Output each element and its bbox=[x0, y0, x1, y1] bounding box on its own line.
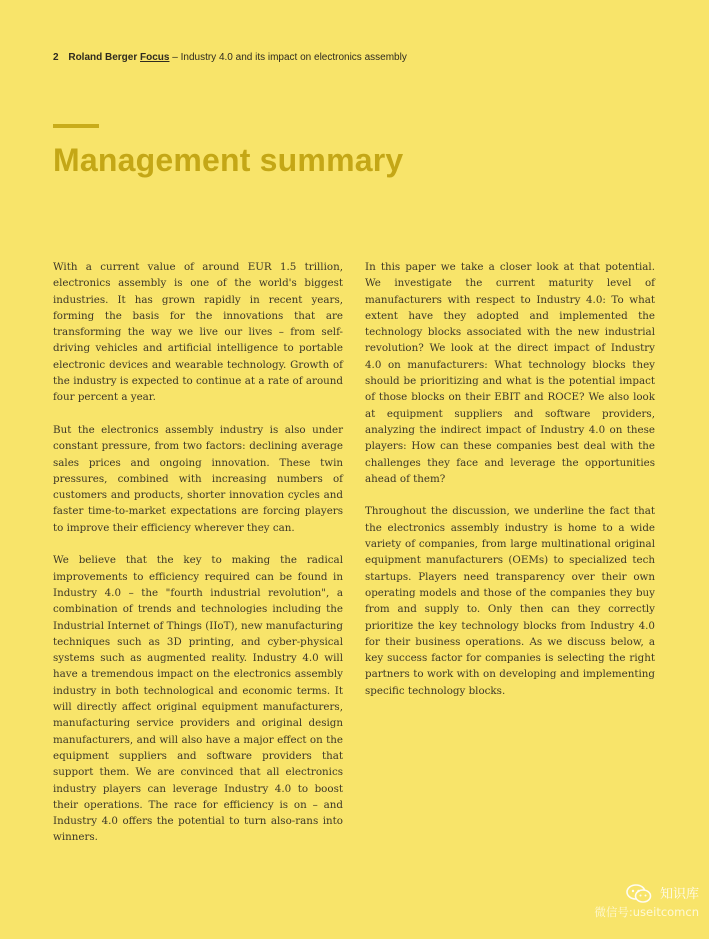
paragraph: With a current value of around EUR 1.5 trillion, electronics assembly is one of the world's biggest industries. It has grown rapidly in recent years, forming the basis for the innovations that are transforming the way we live our lives – from self-driving vehicles and artificial intelligence to portable electronic devices and wearable technology. Growth of the industry is expected to continue at a rate of around four percent a year. bbox=[53, 261, 343, 404]
brand-name: Roland Berger bbox=[68, 52, 138, 63]
series-name: Focus bbox=[140, 52, 170, 63]
paragraph: In this paper we take a closer look at that potential. We investigate the current maturity level of manufacturers with respect to Industry 4.0: To what extent have they adopted and implemented the technology blocks associated with the new industrial revolution? We look at the direct impact of Industry 4.0 on manufacturers: What technology blocks they should be prioritizing and what is the potential impact of those blocks on their EBIT and ROCE? We also look at equipment suppliers and software providers, analyzing the indirect impact of Industry 4.0 on these players: How can these companies best deal with the challenges they face and leverage the opportunities ahead of them? bbox=[365, 261, 655, 485]
title-accent-bar bbox=[53, 124, 99, 128]
paragraph: We believe that the key to making the radical improvements to efficiency required can be found in Industry 4.0 – the "fourth industrial revolution", a combination of trends and technologies including the Industrial Internet of Things (IIoT), new manufacturing techniques such as 3D printing, and cyber-physical systems such as augmented reality. Industry 4.0 will have a tremendous impact on the electronics assembly industry in both technological and economic terms. It will directly affect original equipment manufacturers, manufacturing service providers and original design manufacturers, and will also have a major effect on the equipment suppliers and software providers that support them. We are convinced that all electronics industry players can leverage Industry 4.0 to boost their operations. The race for efficiency is on – and Industry 4.0 offers the potential to turn also-rans into winners. bbox=[53, 554, 343, 844]
header-subtitle: – Industry 4.0 and its impact on electronics assembly bbox=[169, 52, 407, 63]
watermark-name: 知识库 bbox=[659, 886, 699, 902]
paragraph: But the electronics assembly industry is also under constant pressure, from two factors: declining average sales prices and ongoing innovation. These twin pressures, combined with increasing numbers of customers and products, shorter innovation cycles and faster time-to-market expectations are forcing players to improve their efficiency wherever they can. bbox=[53, 423, 343, 534]
wechat-icon bbox=[626, 884, 652, 904]
watermark bbox=[594, 884, 699, 921]
page-title: Management summary bbox=[53, 142, 404, 178]
running-header bbox=[53, 51, 407, 65]
paragraph: Throughout the discussion, we underline the fact that the electronics assembly industry is home to a wide variety of companies, from large multinational original equipment manufacturers (OEMs) to specialized tech startups. Players need transparency over their own operating models and those of the companies they buy from and supply to. Only then can they correctly prioritize the key technology blocks from Industry 4.0 for their business operations. As we discuss below, a key success factor for companies is selecting the right partners to work with on developing and implementing specific technology blocks. bbox=[365, 505, 655, 697]
left-column bbox=[53, 259, 343, 862]
right-column bbox=[365, 259, 655, 715]
watermark-account: 微信号:useitcomcn bbox=[594, 905, 699, 919]
page-number: 2 bbox=[53, 52, 59, 63]
